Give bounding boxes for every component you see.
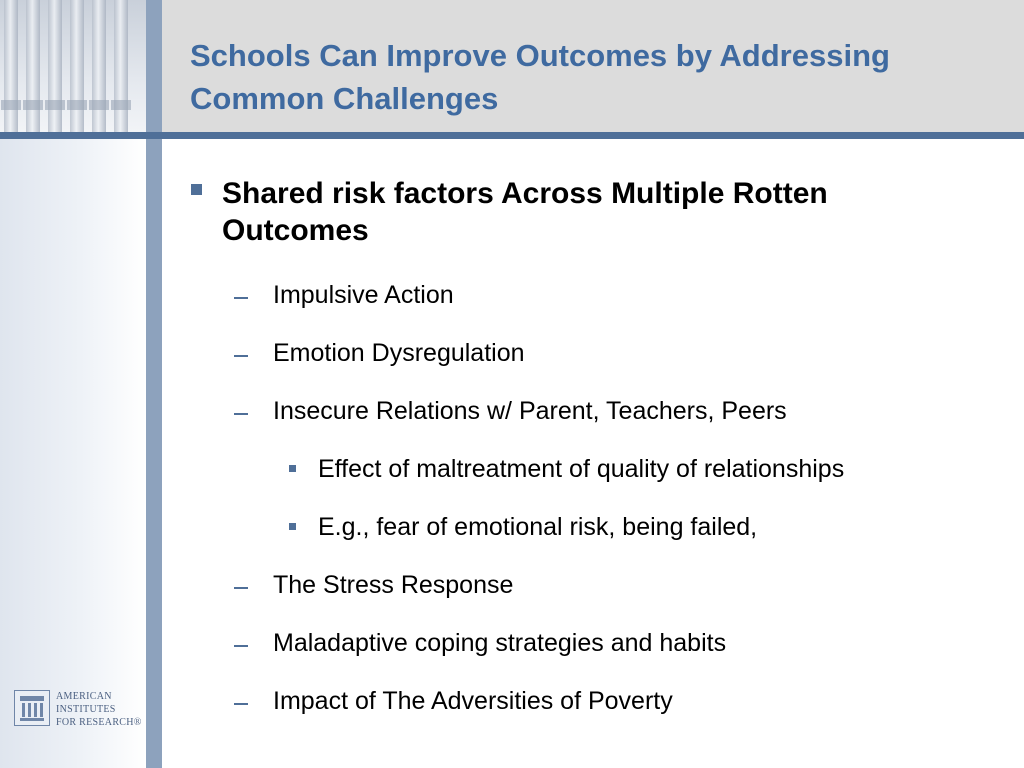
logo-line: INSTITUTES: [56, 704, 116, 715]
dash-bullet-icon: [234, 413, 248, 415]
list-item: Effect of maltreatment of quality of relationships: [318, 455, 845, 483]
square-bullet-icon: [191, 184, 202, 195]
logo-line: FOR RESEARCH®: [56, 717, 142, 728]
square-bullet-icon: [289, 465, 296, 472]
logo-line: AMERICAN: [56, 691, 112, 702]
list-item: Maladaptive coping strategies and habits: [273, 629, 727, 657]
dash-bullet-icon: [234, 645, 248, 647]
square-bullet-icon: [289, 523, 296, 530]
list-item: Impact of The Adversities of Poverty: [273, 687, 673, 715]
air-logo: [14, 688, 144, 728]
dash-bullet-icon: [234, 355, 248, 357]
dash-bullet-icon: [234, 703, 248, 705]
list-item: Impulsive Action: [273, 281, 454, 309]
list-item: Emotion Dysregulation: [273, 339, 525, 367]
main-bullet: Shared risk factors Across Multiple Rotten Outcomes: [222, 177, 828, 247]
dash-bullet-icon: [234, 587, 248, 589]
list-item: E.g., fear of emotional risk, being failed,: [318, 513, 758, 541]
list-item: The Stress Response: [273, 571, 514, 599]
list-item: Insecure Relations w/ Parent, Teachers, Peers: [273, 397, 787, 425]
slide-title: Schools Can Improve Outcomes by Addressing Common Challenges: [190, 38, 890, 116]
dash-bullet-icon: [234, 297, 248, 299]
building-icon: [14, 690, 50, 726]
logo-text: [56, 690, 156, 729]
